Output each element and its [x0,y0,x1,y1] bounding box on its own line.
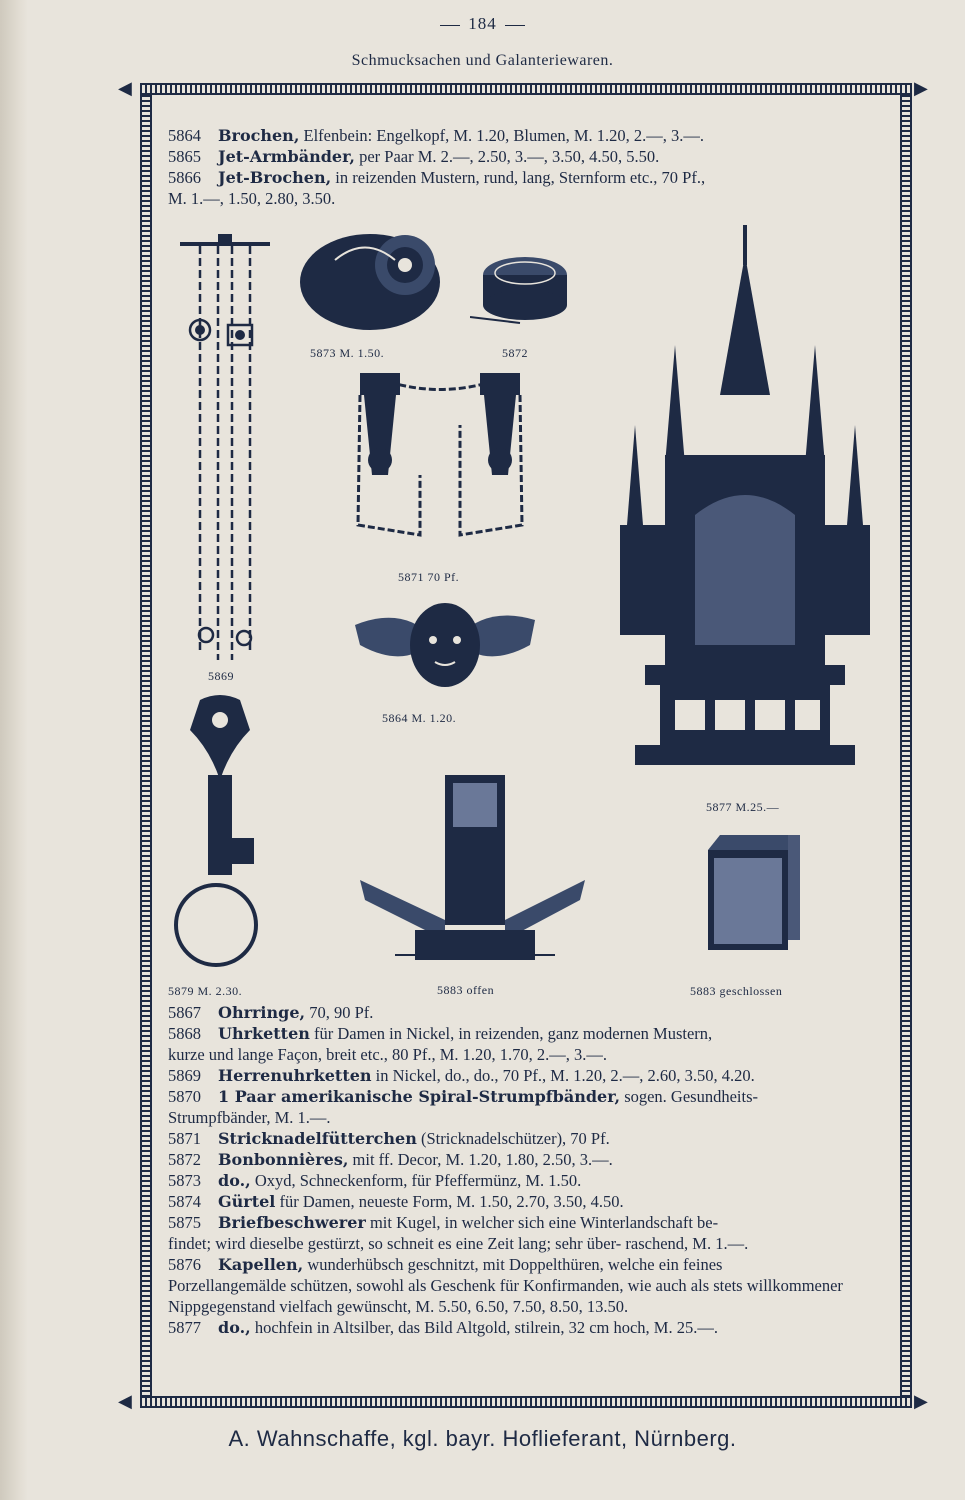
entry-5871: 5871 Stricknadelfütterchen (Stricknadelschützer), 70 Pf. [168,1129,610,1148]
entry-5875-continuation: findet; wird dieselbe gestürzt, so schneit es eine Zeit lang; sehr über- raschend, M. 1.—. [168,1234,749,1253]
frame-border-right [900,95,912,1396]
caption-5877: 5877 M.25.— [706,800,780,814]
entry-5870-continuation: Strumpfbänder, M. 1.—. [168,1108,331,1127]
entry-5876: 5876 Kapellen, wunderhübsch geschnitzt, mit Doppelthüren, welche ein feines [168,1255,723,1274]
page-number [0,14,965,34]
caption-5869: 5869 [208,669,234,683]
page-edge-shadow [0,0,28,1500]
snail-bonbonniere-illustration [295,220,455,335]
entry-5877: 5877 do., hochfein in Altsilber, das Bild Altgold, stilrein, 32 cm hoch, M. 25.—. [168,1318,718,1337]
entry-5873: 5873 do., Oxyd, Schneckenform, für Pfeffermünz, M. 1.50. [168,1171,582,1190]
open-box-illustration [355,770,590,975]
entry-5872: 5872 Bonbonnières, mit ff. Decor, M. 1.20, 1.80, 2.50, 3.—. [168,1150,613,1169]
entry-5864: 5864 Brochen, Elfenbein: Engelkopf, M. 1.20, Blumen, M. 1.20, 2.—, 3.—. [168,126,705,145]
watch-chain-illustration [170,230,280,660]
gothic-chapel-illustration [605,225,885,785]
frame-border-bottom [140,1396,912,1408]
caption-5879: 5879 M. 2.30. [168,984,243,998]
entry-5876-continuation: Porzellangemälde schützen, sowohl als Geschenk für Konfirmanden, wie auch als stets willkommener Nippgegenstand vielfach gewünscht, M. 5.50, 6.50, 7.50, 8.50, 13.50. [168,1276,843,1316]
caption-5864: 5864 M. 1.20. [382,711,457,725]
caption-5871: 5871 70 Pf. [398,570,460,584]
frame-arrow-bottom-right-icon: ▶ [914,1391,928,1411]
entry-5869: 5869 Herrenuhrketten in Nickel, do., do., 70 Pf., M. 1.20, 2.—, 2.60, 3.50, 4.20. [168,1066,755,1085]
key-paperweight-illustration [170,690,270,975]
entry-5870: 5870 1 Paar amerikanische Spiral-Strumpfbänder, sogen. Gesundheits- [168,1087,759,1106]
cherub-brooch-illustration [345,590,545,700]
entry-5865: 5865 Jet-Armbänder, per Paar M. 2.—, 2.50, 3.—, 3.50, 4.50, 5.50. [168,147,660,166]
frame-border-left [140,95,152,1396]
frame-arrow-right-icon: ▶ [914,78,928,98]
top-entries [168,125,890,209]
frame-border-top [140,83,912,95]
caption-5883-closed: 5883 geschlossen [690,984,783,998]
caption-5873: 5873 M. 1.50. [310,346,385,360]
bottom-entries [168,1002,890,1338]
ornament-dash-right [505,25,525,26]
frame-arrow-bottom-left-icon: ◀ [118,1391,132,1411]
running-title: Schmucksachen und Galanteriewaren. [351,52,614,69]
entry-5866: 5866 Jet-Brochen, in reizenden Mustern, rund, lang, Sternform etc., 70 Pf., [168,168,706,187]
closed-box-illustration [700,830,805,955]
frame-arrow-left-icon: ◀ [118,78,132,98]
caption-5872: 5872 [502,346,528,360]
page-number-text: 184 [468,14,497,33]
entry-5875: 5875 Briefbeschwerer mit Kugel, in welcher sich eine Winterlandschaft be- [168,1213,719,1232]
knitting-needle-guard-illustration [340,365,530,565]
round-bonbonniere-illustration [470,245,575,330]
entry-5868: 5868 Uhrketten für Damen in Nickel, in reizenden, ganz modernen Mustern, [168,1024,713,1043]
entry-5874: 5874 Gürtel für Damen, neueste Form, M. 1.50, 2.70, 3.50, 4.50. [168,1192,624,1211]
entry-5868-continuation: kurze und lange Façon, breit etc., 80 Pf., M. 1.20, 1.70, 2.—, 3.—. [168,1045,608,1064]
ornament-dash-left [440,25,460,26]
publisher-footer: A. Wahnschaffe, kgl. bayr. Hoflieferant, Nürnberg. [228,1426,737,1451]
caption-5883-open: 5883 offen [437,983,495,997]
entry-5867: 5867 Ohrringe, 70, 90 Pf. [168,1003,374,1022]
entry-5866-continuation: M. 1.—, 1.50, 2.80, 3.50. [168,189,336,208]
